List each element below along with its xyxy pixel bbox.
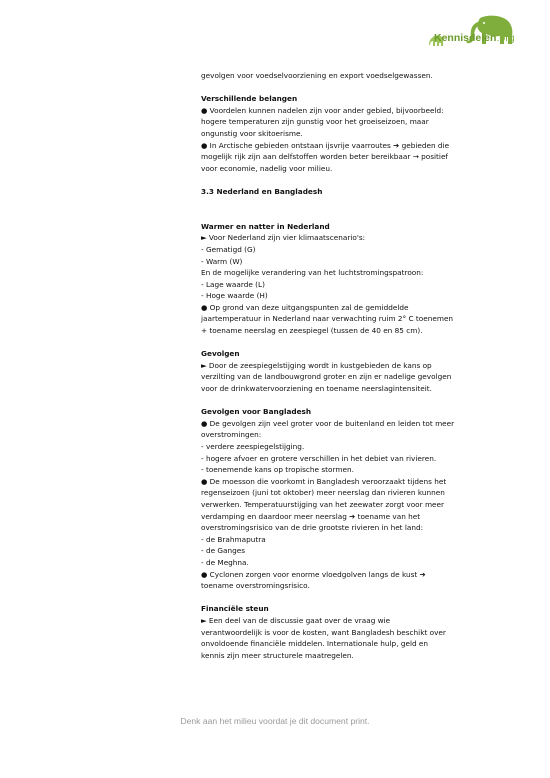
heading-financiele-steun: Financiële steun (201, 604, 269, 614)
paragraph-line: - de Ganges (201, 546, 246, 556)
paragraph-line: ● Voordelen kunnen nadelen zijn voor ander gebied, bijvoorbeeld: (201, 105, 444, 115)
paragraph-line: mogelijk rijk zijn aan delfstoffen worden beter bereikbaar → positief (201, 152, 449, 162)
paragraph-line: ● Op grond van deze uitgangspunten zal de gemiddelde (201, 302, 409, 312)
paragraph-line: verantwoordelijk is voor de kosten, want Bangladesh beschikt over (201, 627, 446, 637)
paragraph-line: verdamping en daardoor meer neerslag ➔ toename van het (201, 511, 421, 521)
paragraph-line: ● In Arctische gebieden ontstaan ijsvrije vaarroutes ➔ gebieden die (201, 140, 450, 150)
paragraph-line: voor economie, nadelig voor milieu. (201, 163, 333, 173)
paragraph-line: ● Cyclonen zorgen voor enorme vloedgolven langs de kust ➔ (201, 569, 426, 579)
heading-gevolgen: Gevolgen (201, 349, 240, 359)
paragraph-line: - Lage waarde (L) (201, 279, 265, 289)
paragraph-line: regenseizoen (juni tot oktober) meer neerslag dan rivieren kunnen (201, 488, 445, 498)
paragraph-line: En de mogelijke verandering van het luchtstromingspatroon: (201, 268, 424, 278)
logo-name: Kennisdelen (434, 32, 497, 44)
section-heading: 3.3 Nederland en Bangladesh (201, 186, 323, 196)
paragraph-line: jaartemperatuur in Nederland naar verwachting ruim 2° C toenemen (201, 314, 454, 324)
logo-wordmark (434, 32, 515, 44)
kennisdelen-logo (418, 14, 533, 50)
paragraph-line: - hogere afvoer en grotere verschillen in het debiet van rivieren. (201, 453, 437, 463)
paragraph-line: ● De moesson die voorkomt in Bangladesh veroorzaakt tijdens het (201, 476, 447, 486)
paragraph-line: ► Voor Nederland zijn vier klimaatscenario's: (201, 233, 366, 243)
paragraph-line: ongunstig voor skitoerisme. (201, 128, 303, 138)
intro-line: gevolgen voor voedselvoorziening en export voedselgewassen. (201, 71, 433, 80)
paragraph-line: verzilting van de landbouwgrond groter en zijn er nadelige gevolgen (201, 372, 452, 382)
paragraph-line: - de Brahmaputra (201, 534, 266, 544)
paragraph-line: - Gematigd (G) (201, 244, 256, 254)
paragraph-line: verwerken. Temperatuurstijging van het zeewater zorgt voor meer (201, 499, 445, 509)
paragraph-line: overstromingsrisico van de drie grootste rivieren in het land: (201, 523, 424, 533)
heading-gevolgen-bangladesh: Gevolgen voor Bangladesh (201, 407, 312, 417)
heading-warmer-en-natter: Warmer en natter in Nederland (201, 221, 330, 231)
paragraph-line: onvoldoende financiële middelen. Internationale hulp, geld en (201, 639, 429, 649)
paragraph-line: overstromingen: (201, 430, 262, 440)
footer-note: Denk aan het milieu voordat je dit document print. (180, 716, 370, 726)
paragraph-line: - de Meghna. (201, 557, 249, 567)
paragraph-line: kennis zijn meer structurele maatregelen. (201, 650, 354, 660)
paragraph-line: - Hoge waarde (H) (201, 291, 268, 301)
heading-verschillende-belangen: Verschillende belangen (201, 94, 298, 104)
paragraph-line: + toename neerslag en zeespiegel (tussen de 40 en 85 cm). (201, 326, 423, 336)
paragraph-line: - Warm (W) (201, 256, 243, 266)
document-body (201, 70, 501, 661)
paragraph-line: voor de drinkwatervoorziening en toename neerslagintensiteit. (201, 384, 432, 394)
paragraph-line: hogere temperaturen zijn gunstig voor het groeiseizoen, maar (201, 117, 429, 127)
paragraph-line: toename overstromingsrisico. (201, 581, 310, 591)
paragraph-line: ► Een deel van de discussie gaat over de vraag wie (201, 615, 391, 625)
paragraph-line: ● De gevolgen zijn veel groter voor de buitenland en leiden tot meer (201, 418, 455, 428)
paragraph-line: ► Door de zeespiegelstijging wordt in kustgebieden de kans op (201, 360, 432, 370)
paragraph-line: - toenemende kans op tropische stormen. (201, 465, 354, 475)
logo-suffix: .org (496, 32, 515, 44)
paragraph-line: - verdere zeespiegelstijging. (201, 442, 305, 451)
